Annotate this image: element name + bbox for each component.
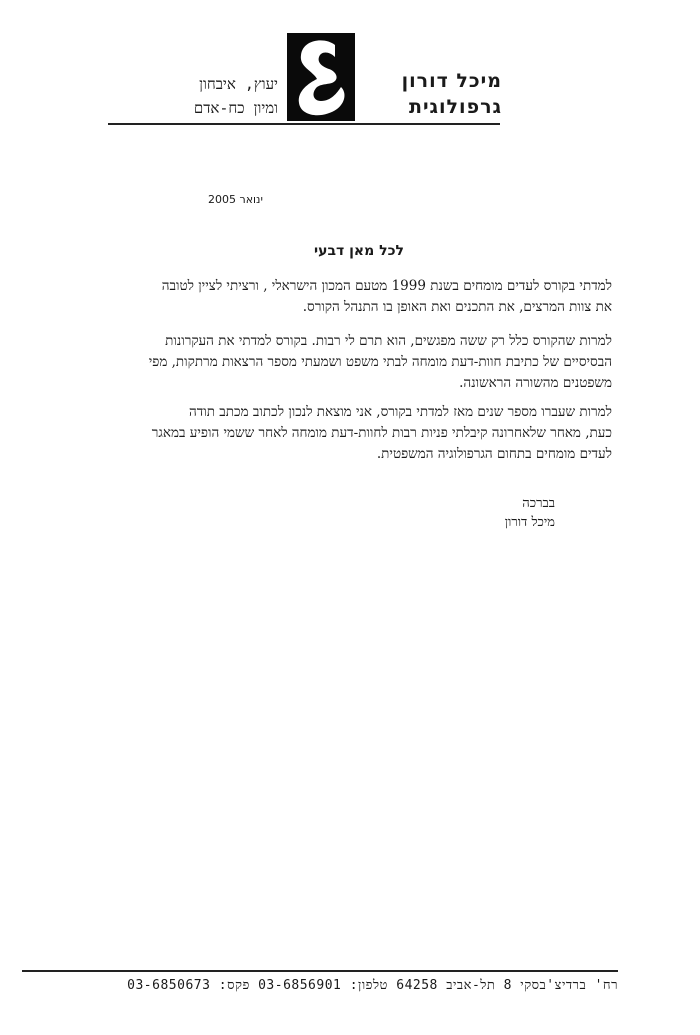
paragraph-line: משפטנים מהשורה הראשונה. (459, 375, 612, 391)
graphology-logo (287, 33, 355, 121)
letter-salutation: לכל מאן דבעי (314, 243, 404, 259)
paragraph-line: כעת, מאחר שלאחרונה קיבלתי פניות רבות לחוות-דעת מומחה לאחר ששמי הופיע במאגר (151, 425, 612, 441)
letterhead-brand (362, 68, 502, 120)
service-line-1: יעוץ, איבחון (199, 75, 278, 93)
footer-divider (22, 970, 618, 972)
letterhead-services (110, 72, 278, 120)
paragraph-line: לעדים מומחים בתחום הגרפולוגיה המשפטית. (376, 446, 612, 462)
letterhead-profession: גרפולוגית (408, 96, 502, 118)
paragraph-line: הבסיסיים של כתיבת חוות-דעת מומחה לבתי משפט ושמעתי מספר הרצאות מרתקות, מפי (148, 354, 612, 370)
paragraph-line: למרות שעברו מספר שנים מאז למדתי בקורס, אני מוצאת לנכון לכתוב מכתב תודה (189, 404, 612, 420)
signature-name: מיכל דורון (504, 515, 555, 530)
letterhead-name: מיכל דורון (401, 70, 502, 92)
letter-date: ינואר 2005 (208, 193, 263, 206)
paragraph-line: למדתי בקורס לעדים מומחים בשנת 1999 מטעם המכון הישראלי , ורציתי לציין לטובה (161, 278, 612, 294)
letter-closing (470, 494, 555, 532)
letter-paragraph-2 (84, 331, 612, 394)
letter-paragraph-1 (84, 276, 612, 318)
paragraph-line: למרות שהקורס כלל רק ששה מפגשים, הוא תרם לי רבות. בקורס למדתי את העקרונות (165, 333, 612, 349)
footer-contact: רח' ברדיצ'בסקי 8 תל-אביב 64258 טלפון: 03-6856901 פקס: 03-6850673 (127, 978, 618, 993)
service-line-2: ומיון כח-אדם (193, 99, 278, 117)
letter-paragraph-3 (84, 402, 612, 465)
header-divider (108, 123, 500, 125)
closing-greeting: בברכה (522, 496, 555, 511)
paragraph-line: את צוות המרצים, את התכנים ואת האופן בו התנהל הקורס. (302, 299, 612, 315)
